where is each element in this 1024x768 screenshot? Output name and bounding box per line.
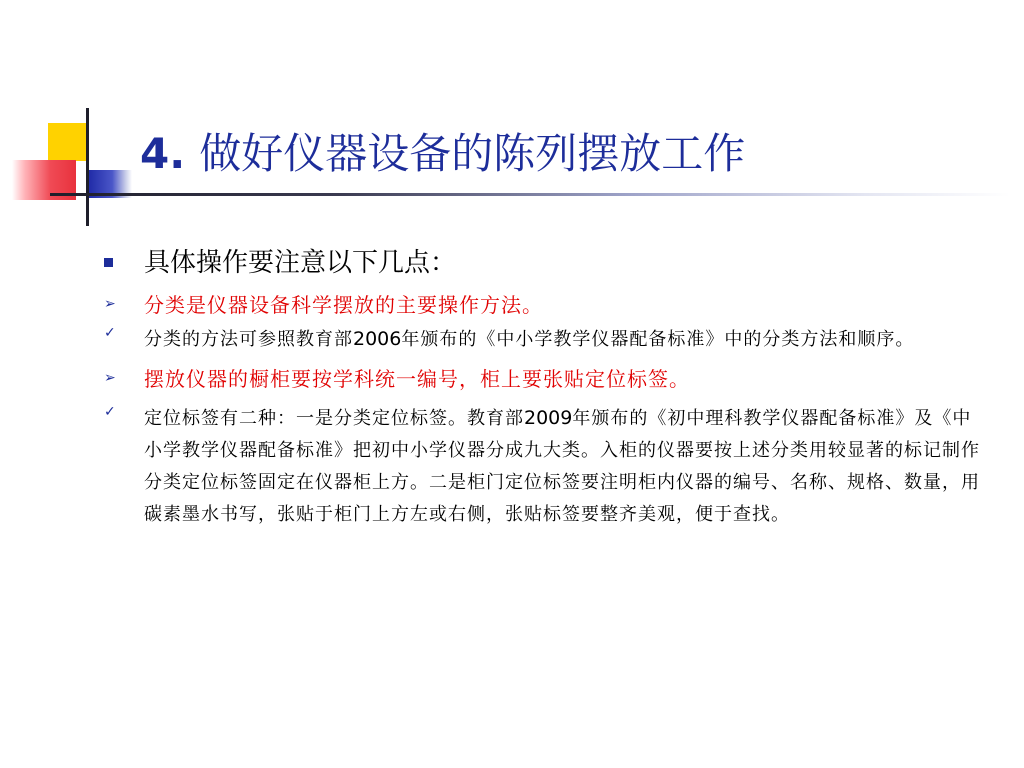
detail-2-text-after: 年颁布的《初中理科教学仪器配备标准》及《中小学教学仪器配备标准》把初中小学仪器分成九大类。入柜的仪器要按上述分类用较显著的标记制作分类定位标签固定在仪器柜上方。二是柜门定位标签要注明柜内仪器的编号、名称、规格、数量，用碳素墨水书写，张贴于柜门上方左或右侧，张贴标签要整齐美观，便于查找。 bbox=[144, 408, 980, 525]
decor-yellow-square bbox=[48, 123, 86, 161]
square-bullet-icon bbox=[104, 258, 113, 267]
list-item-sub-1 bbox=[100, 290, 980, 320]
list-item-detail-2 bbox=[100, 402, 980, 531]
main-point-text: 具体操作要注意以下几点： bbox=[144, 248, 457, 278]
arrow-bullet-icon: ➢ bbox=[104, 370, 116, 386]
arrow-bullet-icon: ➢ bbox=[104, 296, 116, 312]
detail-2-text-before: 定位标签有二种：一是分类定位标签。教育部 bbox=[144, 408, 524, 429]
decor-vertical-line bbox=[86, 108, 89, 226]
detail-1-text-before: 分类的方法可参照教育部 bbox=[144, 329, 353, 350]
sub-point-2-text: 摆放仪器的橱柜要按学科统一编号，柜上要张贴定位标签。 bbox=[144, 367, 690, 391]
check-bullet-icon: ✓ bbox=[104, 404, 116, 420]
detail-2-text bbox=[144, 402, 980, 531]
check-bullet-icon: ✓ bbox=[104, 325, 116, 341]
detail-2-year: 2009 bbox=[524, 407, 573, 429]
list-item-sub-2 bbox=[100, 364, 980, 394]
slide-title bbox=[140, 122, 1000, 186]
title-number: 4. bbox=[140, 129, 186, 178]
sub-point-1-text: 分类是仪器设备科学摆放的主要操作方法。 bbox=[144, 293, 543, 317]
detail-1-year: 2006 bbox=[353, 328, 402, 350]
title-text: 做好仪器设备的陈列摆放工作 bbox=[199, 129, 746, 178]
detail-1-text-after: 年颁布的《中小学教学仪器配备标准》中的分类方法和顺序。 bbox=[401, 329, 915, 350]
title-underline bbox=[50, 193, 1010, 196]
slide-body bbox=[100, 238, 980, 531]
detail-1-text bbox=[144, 323, 980, 356]
list-item-detail-1 bbox=[100, 323, 980, 356]
list-item-main bbox=[100, 238, 980, 288]
